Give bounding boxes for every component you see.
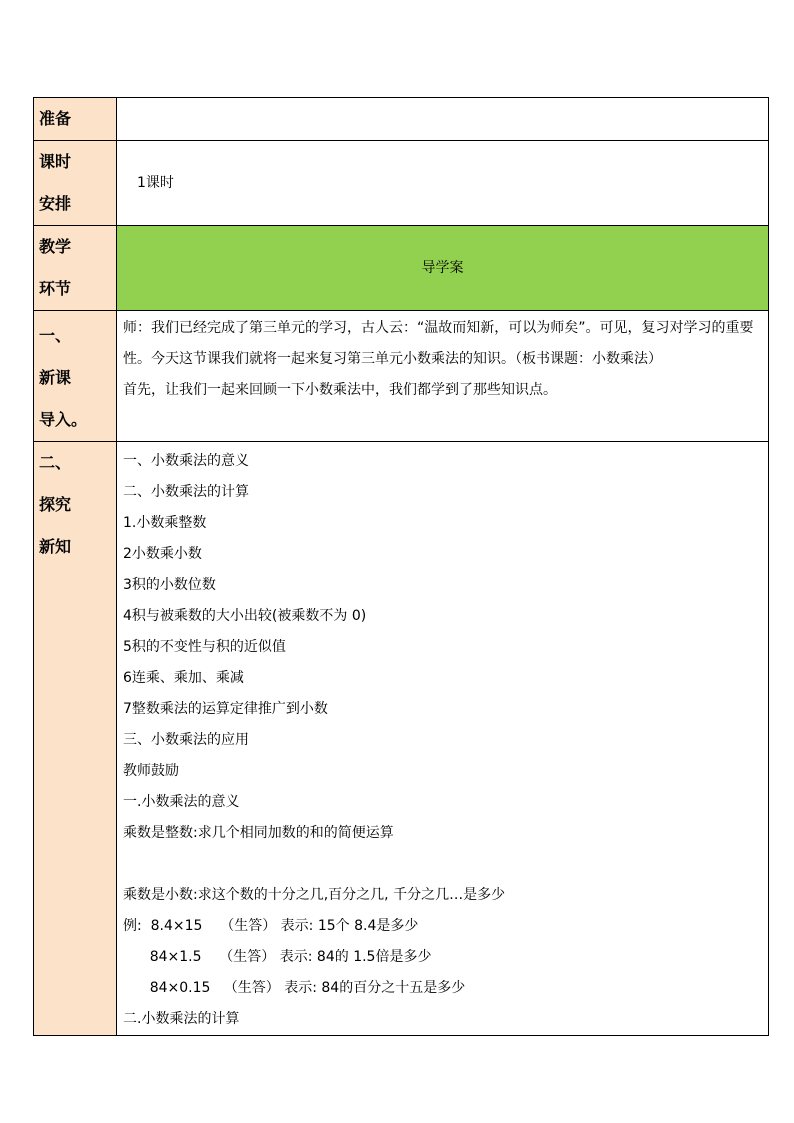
label-intro	[34, 311, 117, 442]
label-explore-line3: 新知	[39, 537, 72, 556]
explore-line: 二、小数乘法的计算	[123, 484, 249, 500]
content-prep	[117, 98, 769, 141]
explore-line: 教师鼓励	[123, 763, 179, 779]
explore-line: 84×0.15 （生答） 表示: 84的百分之十五是多少	[123, 980, 466, 996]
explore-line: 乘数是小数:求这个数的十分之几,百分之几, 千分之几…是多少	[123, 887, 506, 903]
label-segment	[34, 226, 117, 311]
explore-line: 7整数乘法的运算定律推广到小数	[123, 701, 328, 717]
label-hours-line1: 课时	[39, 152, 72, 171]
explore-line: 例: 8.4×15 （生答） 表示: 15个 8.4是多少	[123, 918, 419, 934]
row-segment	[34, 226, 769, 311]
label-segment-line1: 教学	[39, 237, 72, 256]
label-explore	[34, 442, 117, 1036]
row-explore	[34, 442, 769, 1036]
lesson-plan-table	[33, 97, 769, 1036]
explore-lines	[117, 442, 768, 1035]
explore-line-blank	[123, 849, 762, 880]
label-prep-text: 准备	[39, 109, 72, 128]
explore-line: 6连乘、乘加、乘减	[123, 670, 244, 686]
content-explore	[117, 442, 769, 1036]
content-segment	[117, 226, 769, 311]
content-hours	[117, 141, 769, 226]
segment-title: 导学案	[421, 260, 464, 276]
intro-paragraph-2: 首先，让我们一起来回顾一下小数乘法中，我们都学到了那些知识点。	[123, 382, 557, 398]
explore-line: 一.小数乘法的意义	[123, 794, 240, 810]
explore-line: 2小数乘小数	[123, 546, 202, 562]
explore-line: 3积的小数位数	[123, 577, 216, 593]
explore-line: 4积与被乘数的大小出较(被乘数不为 0)	[123, 608, 367, 624]
label-intro-line2: 新课	[39, 368, 72, 387]
explore-line: 一、小数乘法的意义	[123, 453, 249, 469]
explore-line: 二.小数乘法的计算	[123, 1011, 240, 1027]
intro-paragraph-1: 师：我们已经完成了第三单元的学习，古人云：“温故而知新，可以为师矣”。可见，复习对学习的重要性。今天这节课我们就将一起来复习第三单元小数乘法的知识。（板书课题：小数乘法）	[123, 320, 754, 367]
content-intro	[117, 311, 769, 442]
label-prep	[34, 98, 117, 141]
row-hours	[34, 141, 769, 226]
label-intro-line1: 一、	[39, 326, 72, 345]
row-prep	[34, 98, 769, 141]
label-intro-line3: 导入。	[39, 410, 88, 429]
explore-line: 5积的不变性与积的近似值	[123, 639, 286, 655]
label-segment-line2: 环节	[39, 279, 72, 298]
row-intro	[34, 311, 769, 442]
explore-line: 1.小数乘整数	[123, 515, 207, 531]
label-hours	[34, 141, 117, 226]
label-explore-line2: 探究	[39, 495, 72, 514]
label-hours-line2: 安排	[39, 194, 72, 213]
explore-line: 三、小数乘法的应用	[123, 732, 249, 748]
explore-line: 乘数是整数:求几个相同加数的和的简便运算	[123, 825, 394, 841]
label-explore-line1: 二、	[39, 453, 72, 472]
explore-line: 84×1.5 （生答） 表示: 84的 1.5倍是多少	[123, 949, 432, 965]
hours-value: 1课时	[137, 175, 174, 191]
